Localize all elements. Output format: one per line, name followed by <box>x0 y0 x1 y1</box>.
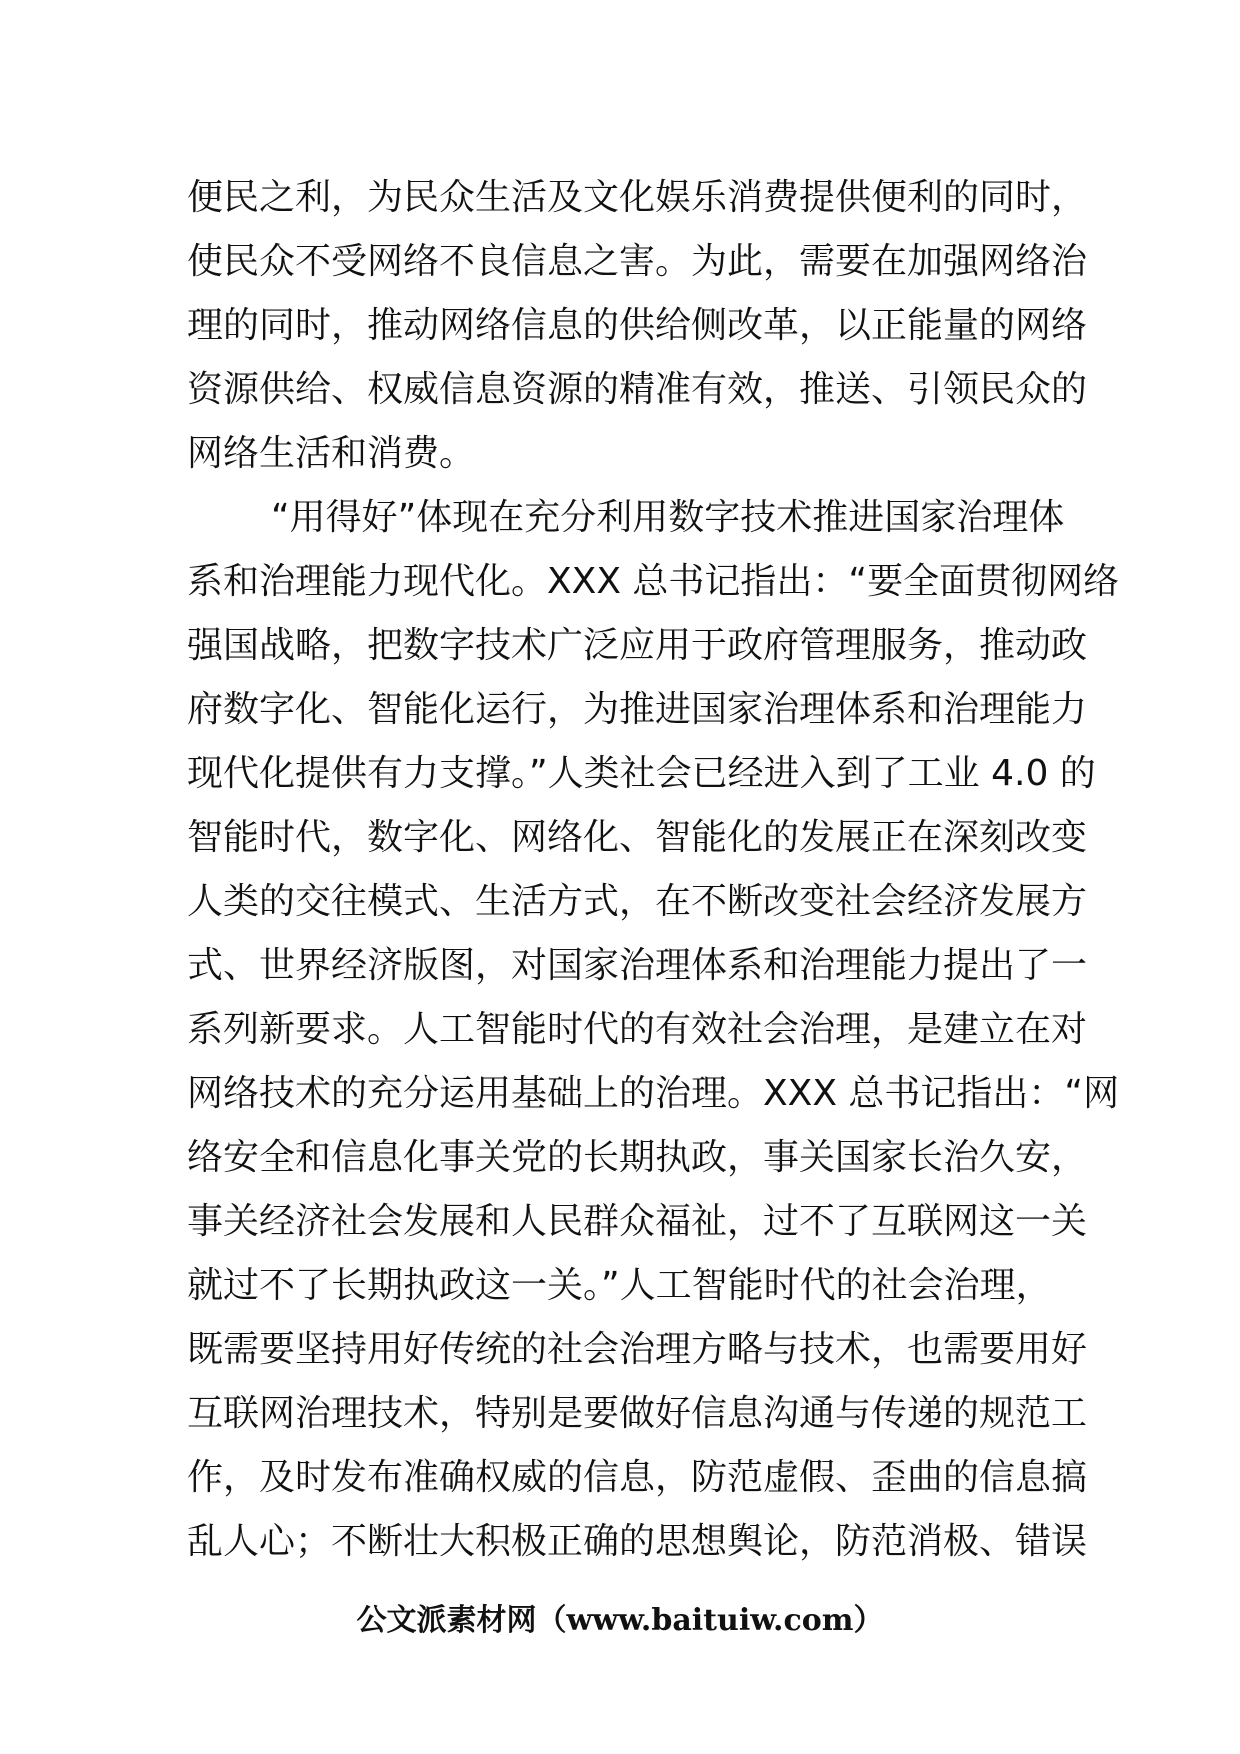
footer-source: 公文派素材网（www.baituiw.com） <box>356 1603 884 1638</box>
text-line-8: 强国战略，把数字技术广泛应用于政府管理服务，推动政 <box>187 625 1088 666</box>
text-line-12: 人类的交往模式、生活方式，在不断改变社会经济发展方 <box>187 881 1088 922</box>
text-line-9: 府数字化、智能化运行，为推进国家治理体系和治理能力 <box>187 689 1088 730</box>
body-text <box>187 166 1120 1574</box>
text-line-20: 互联网治理技术，特别是要做好信息沟通与传递的规范工 <box>187 1393 1088 1434</box>
text-line-10: 现代化提供有力支撑。”人类社会已经进入到了工业 4.0 的 <box>187 753 1096 794</box>
text-line-11: 智能时代，数字化、网络化、智能化的发展正在深刻改变 <box>187 817 1088 858</box>
text-line-4: 资源供给、权威信息资源的精准有效，推送、引领民众的 <box>187 369 1088 410</box>
text-line-22: 乱人心；不断壮大积极正确的思想舆论，防范消极、错误 <box>187 1521 1088 1562</box>
text-line-14: 系列新要求。人工智能时代的有效社会治理，是建立在对 <box>187 1009 1088 1050</box>
text-line-21: 作，及时发布准确权威的信息，防范虚假、歪曲的信息搞 <box>187 1457 1088 1498</box>
text-line-16: 络安全和信息化事关党的长期执政，事关国家长治久安， <box>187 1137 1088 1178</box>
text-line-19: 既需要坚持用好传统的社会治理方略与技术，也需要用好 <box>187 1329 1088 1370</box>
text-line-1: 便民之利，为民众生活及文化娱乐消费提供便利的同时， <box>187 177 1088 218</box>
text-line-18: 就过不了长期执政这一关。”人工智能时代的社会治理， <box>187 1265 1052 1306</box>
text-line-17: 事关经济社会发展和人民群众福祉，过不了互联网这一关 <box>187 1201 1088 1242</box>
text-line-2: 使民众不受网络不良信息之害。为此，需要在加强网络治 <box>187 241 1088 282</box>
text-line-7: 系和治理能力现代化。XXX 总书记指出：“要全面贯彻网络 <box>187 561 1120 602</box>
text-line-3: 理的同时，推动网络信息的供给侧改革，以正能量的网络 <box>187 305 1088 346</box>
paragraph-start-line: “用得好”体现在充分利用数字技术推进国家治理体 <box>271 497 1065 538</box>
text-line-15: 网络技术的充分运用基础上的治理。XXX 总书记指出：“网 <box>187 1073 1120 1114</box>
text-line-5: 网络生活和消费。 <box>187 433 476 474</box>
text-line-13: 式、世界经济版图，对国家治理体系和治理能力提出了一 <box>187 945 1088 986</box>
